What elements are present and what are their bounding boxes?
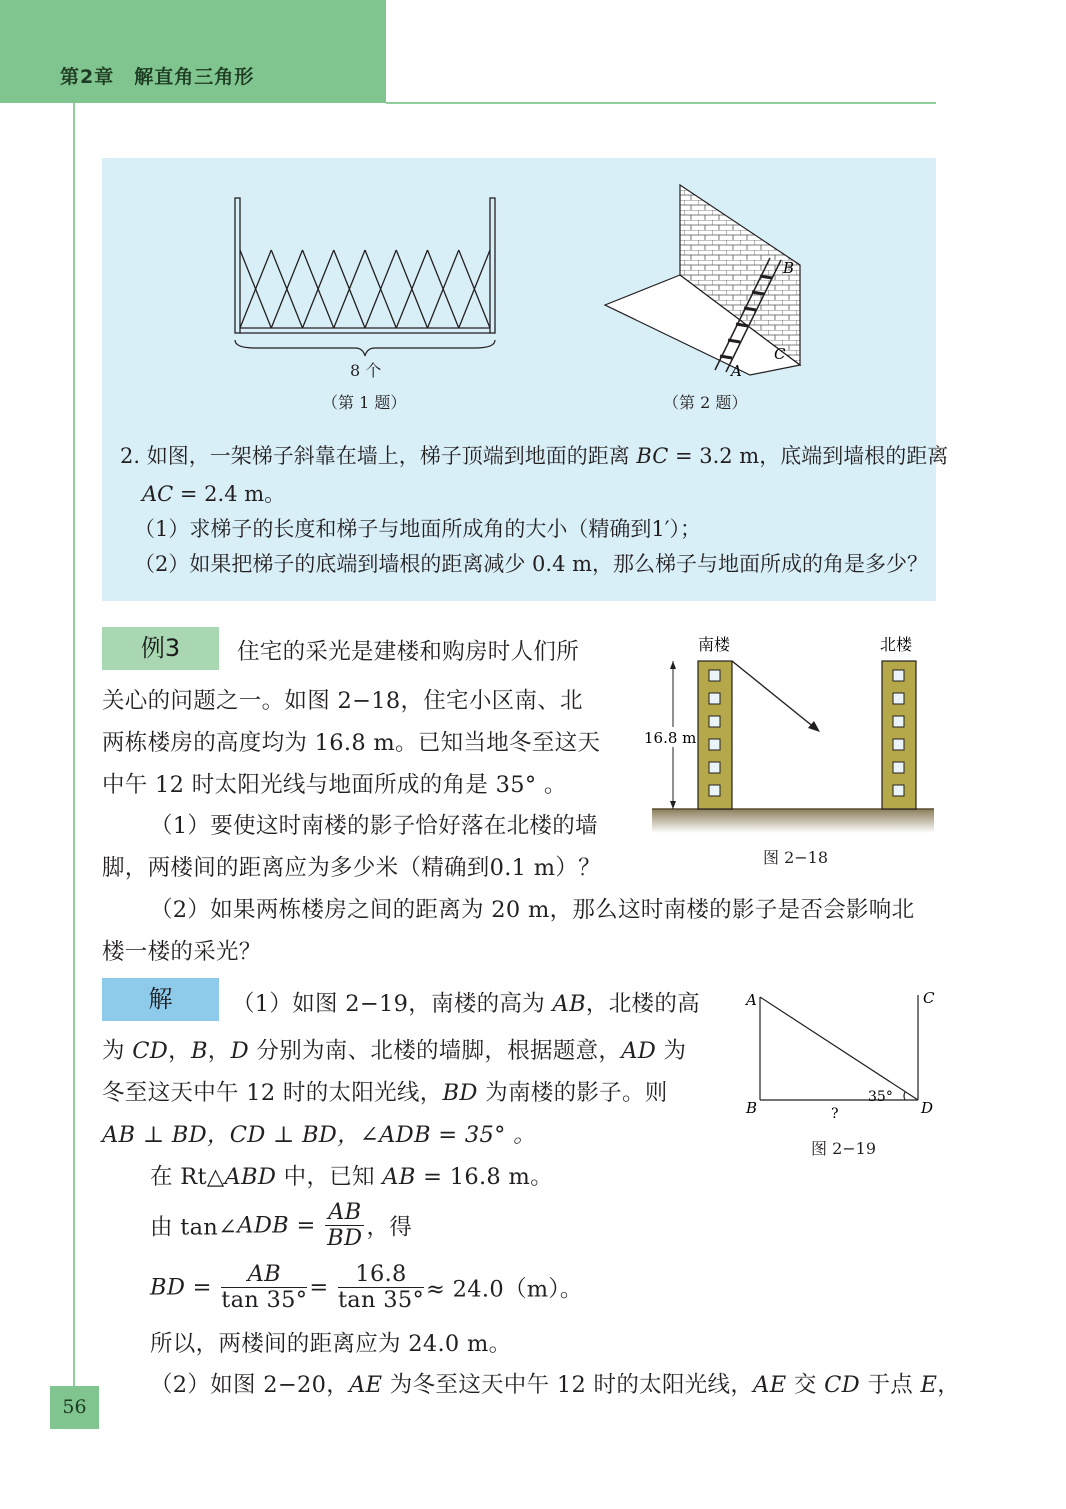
example-tag: 例3 xyxy=(102,627,219,670)
solution-line-4: AB ⊥ BD，CD ⊥ BD，∠ADB = 35° 。 xyxy=(102,1122,536,1148)
example-line-3: 两栋楼房的高度均为 16.8 m。已知当地冬至这天 xyxy=(102,730,601,756)
solution-line-2: 为 CD，B，D 分别为南、北楼的墙脚，根据题意，AD 为 xyxy=(102,1038,687,1064)
formula-bd: BD = $\frac{AB}{\tan 35^\circ}$ = $\frac{16.8}{\tan 35^\circ}$ ≈ 24.0（m）。 xyxy=(150,1261,583,1313)
fig219-unknown-label: ? xyxy=(831,1106,839,1122)
fig219-label-d: D xyxy=(921,1099,934,1117)
q2-sub2: （2）如果把梯子的底端到墙根的距离减少 0.4 m，那么梯子与地面所成的角是多少？ xyxy=(134,552,929,576)
fig219-label-b: B xyxy=(746,1099,758,1117)
q2-line1: 2. 如图，一架梯子斜靠在墙上，梯子顶端到地面的距离 BC = 3.2 m，底端到墙根的距离 xyxy=(120,444,949,468)
margin-rule xyxy=(73,103,75,1403)
south-building-label: 南楼 xyxy=(698,635,731,654)
formula-tan: 由 tan∠ADB = $\frac{AB}{BD}$ ，得 xyxy=(150,1199,413,1251)
fig219-label-a: A xyxy=(746,991,757,1009)
example-line-5: （1）要使这时南楼的影子恰好落在北楼的墙 xyxy=(150,813,598,839)
example-line-6: 脚，两楼间的距离应为多少米（精确到0.1 m）？ xyxy=(102,855,601,881)
fig2-label-b: B xyxy=(783,259,795,277)
q2-line2: AC = 2.4 m。 xyxy=(142,482,286,506)
fig1-lattice-diagram xyxy=(225,190,505,360)
example-line-8: 楼一楼的采光？ xyxy=(102,939,262,965)
q2-sub1: （1）求梯子的长度和梯子与地面所成角的大小（精确到1′）； xyxy=(134,517,701,541)
solution-tag: 解 xyxy=(102,978,219,1021)
fig2-ladder-diagram xyxy=(600,180,830,380)
fig-2-19-caption: 图 2−19 xyxy=(811,1139,877,1158)
solution-line-1: （1）如图 2−19，南楼的高为 AB，北楼的高 xyxy=(232,991,700,1017)
example-line-2: 关心的问题之一。如图 2−18，住宅小区南、北 xyxy=(102,688,583,714)
page-number: 56 xyxy=(50,1386,99,1429)
fig1-count-label: 8 个 xyxy=(350,361,382,380)
fig-2-18-buildings xyxy=(640,630,940,840)
example-line-4: 中午 12 时太阳光线与地面所成的角是 35° 。 xyxy=(102,772,567,798)
example-line-7: （2）如果两栋楼房之间的距离为 20 m，那么这时南楼的影子是否会影响北 xyxy=(150,897,915,923)
solution-line-3: 冬至这天中午 12 时的太阳光线，BD 为南楼的影子。则 xyxy=(102,1080,668,1106)
chapter-title: 第2章 解直角三角形 xyxy=(60,66,255,88)
solution-line-5: 在 Rt△ABD 中，已知 AB = 16.8 m。 xyxy=(150,1164,553,1190)
fig-2-18-caption: 图 2−18 xyxy=(763,848,829,867)
fig2-label-a: A xyxy=(731,362,742,380)
fig1-caption: （第 1 题） xyxy=(322,393,407,412)
fig219-angle-label: 35° xyxy=(868,1089,893,1105)
fig2-label-c: C xyxy=(774,345,786,363)
solution-line-9: （2）如图 2−20，AE 为冬至这天中午 12 时的太阳光线，AE 交 CD 于点 E， xyxy=(150,1372,961,1398)
height-label: 16.8 m xyxy=(644,729,697,747)
fig2-caption: （第 2 题） xyxy=(663,393,748,412)
fig-2-19-triangle xyxy=(735,985,945,1125)
example-line-1: 住宅的采光是建楼和购房时人们所 xyxy=(237,639,580,665)
solution-line-8: 所以，两楼间的距离应为 24.0 m。 xyxy=(150,1331,512,1357)
north-building-label: 北楼 xyxy=(880,635,913,654)
fig219-label-c: C xyxy=(923,989,935,1007)
header-rule xyxy=(386,102,936,104)
